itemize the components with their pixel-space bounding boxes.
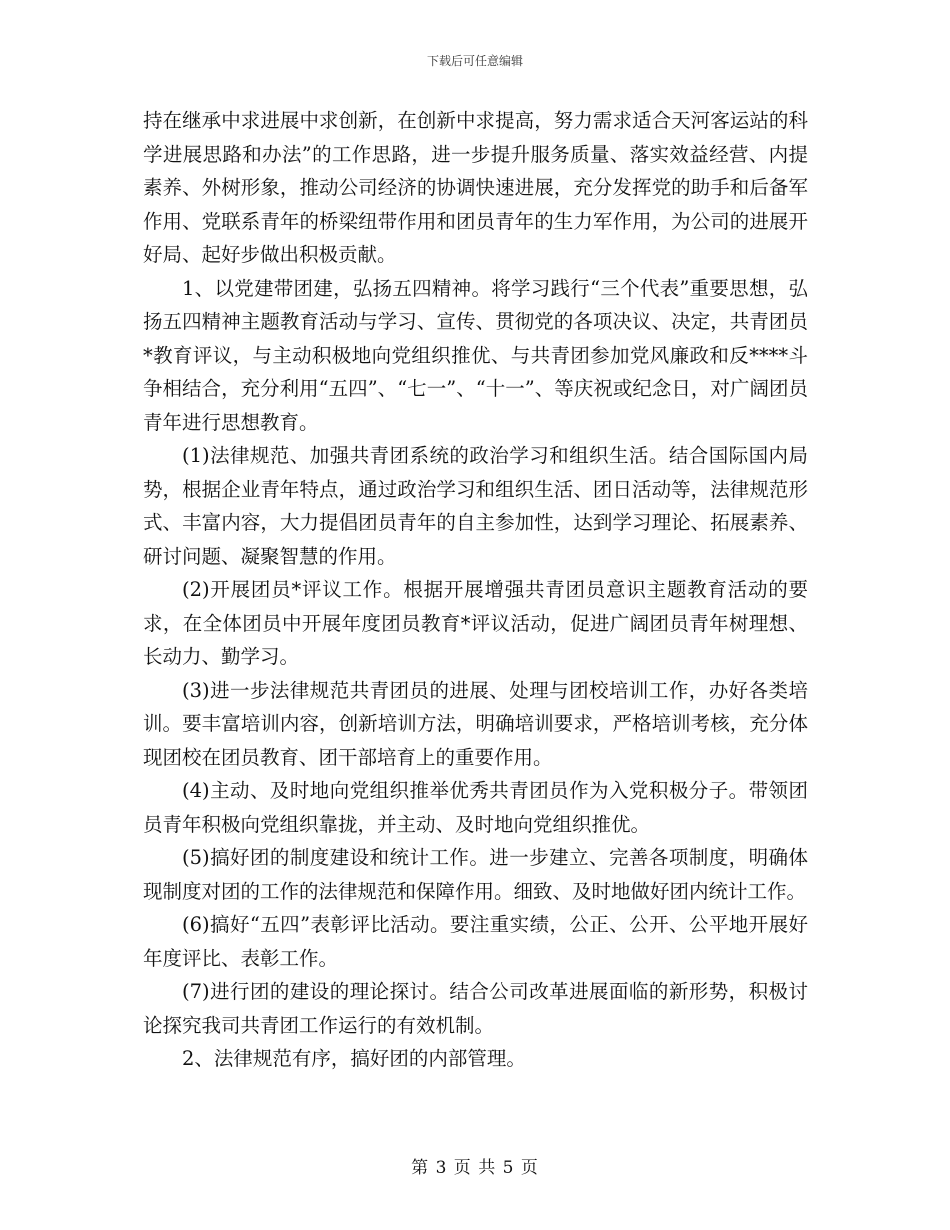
paragraph-item-4: (4)主动、及时地向党组织推举优秀共青团员作为入党积极分子。带领团员青年积极向党组织靠拢，并主动、及时地向党组织推优。 bbox=[143, 779, 808, 836]
paragraph-item-5: (5)搞好团的制度建设和统计工作。进一步建立、完善各项制度，明确体现制度对团的工作的法律规范和保障作用。细致、及时地做好团内统计工作。 bbox=[143, 846, 808, 903]
paragraph-item-6: (6)搞好“五四”表彰评比活动。要注重实绩，公正、公开、公平地开展好年度评比、表彰工作。 bbox=[143, 913, 808, 970]
paragraph-section-2: 2、法律规范有序，搞好团的内部管理。 bbox=[182, 1047, 526, 1070]
document-body bbox=[143, 104, 808, 1076]
page-header: 下载后可任意编辑 bbox=[426, 54, 523, 68]
paragraph-item-3: (3)进一步法律规范共青团员的进展、处理与团校培训工作，办好各类培训。要丰富培训内容，创新培训方法，明确培训要求，严格培训考核，充分体现团校在团员教育、团干部培育上的重要作用。 bbox=[143, 678, 808, 769]
paragraph-continuation: 持在继承中求进展中求创新，在创新中求提高，努力需求适合天河客运站的科学进展思路和办法”的工作思路，进一步提升服务质量、落实效益经营、内提素养、外树形象，推动公司经济的协调快速进展，充分发挥党的助手和后备军作用、党联系青年的桥梁纽带作用和团员青年的生力军作用，为公司的进展开好局、起好步做出积极贡献。 bbox=[143, 109, 808, 266]
paragraph-item-7: (7)进行团的建设的理论探讨。结合公司改革进展面临的新形势，积极讨论探究我司共青团工作运行的有效机制。 bbox=[143, 980, 808, 1037]
page-number-footer: 第 3 页 共 5 页 bbox=[411, 1158, 539, 1178]
paragraph-section-1: 1、以党建带团建，弘扬五四精神。将学习践行“三个代表”重要思想，弘扬五四精神主题教育活动与学习、宣传、贯彻党的各项决议、决定，共青团员*教育评议，与主动积极地向党组织推优、与共青团参加党风廉政和反****斗争相结合，充分利用“五四”、“七一”、“十一”、等庆祝或纪念日，对广阔团员青年进行思想教育。 bbox=[143, 276, 808, 434]
paragraph-item-2: (2)开展团员*评议工作。根据开展增强共青团员意识主题教育活动的要求，在全体团员中开展年度团员教育*评议活动，促进广阔团员青年树理想、长动力、勤学习。 bbox=[143, 578, 808, 668]
paragraph-item-1: (1)法律规范、加强共青团系统的政治学习和组织生活。结合国际国内局势，根据企业青年特点，通过政治学习和组织生活、团日活动等，法律规范形式、丰富内容，大力提倡团员青年的自主参加性，达到学习理论、拓展素养、研讨问题、凝聚智慧的作用。 bbox=[143, 444, 808, 568]
